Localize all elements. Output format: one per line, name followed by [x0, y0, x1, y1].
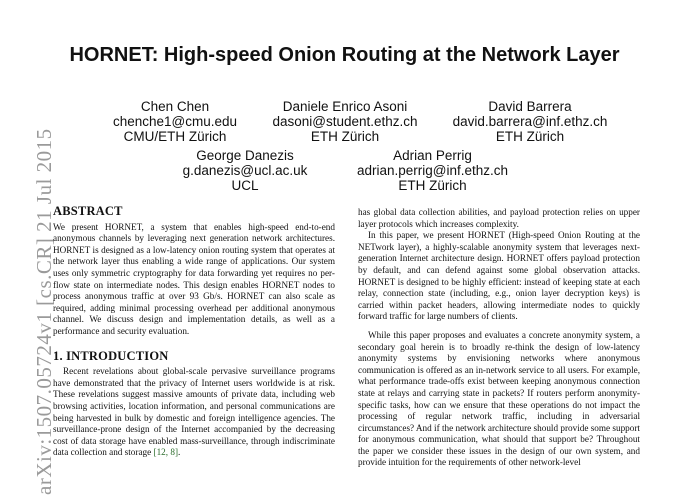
right-column [358, 207, 640, 469]
introduction-heading: 1. INTRODUCTION [53, 348, 169, 363]
citation-link[interactable]: [12, 8] [153, 447, 179, 458]
abstract-text: We present HORNET, a system that enables high-speed end-to-end anonymous channels by leveraging next generation network architectures. HORNET is designed as a low-latency onion routing system that operates at the network layer thus enabling a wide range of applications. Our system uses only symmetric cryptography for data forwarding yet requires no per-flow state on intermediate nodes. This design enables HORNET nodes to process anonymous traffic at over 93 Gb/s. HORNET can also scale as required, adding minimal processing overhead per additional anonymous channel. We discuss design and implementation details, as well as a performance and security evaluation. [53, 221, 335, 336]
author-block [330, 148, 535, 193]
abstract-heading: ABSTRACT [53, 204, 123, 218]
author-affiliation: ETH Zürich [495, 129, 565, 144]
author-affiliation: ETH Zürich [398, 178, 467, 193]
author-email: david.barrera@inf.ethz.ch [452, 114, 608, 129]
left-column [53, 206, 335, 459]
intro-text: Recent revelations about global-scale pervasive surveillance programs have demonstrated that the privacy of Internet users worldwide is at risk. These revelations suggest massive amounts of private data, including web browsing activities, location information, and personal communications are being harvested in bulk by domestic and foreign intelligence agencies. The surveillance-prone design of the Internet accompanied by the decreasing cost of data storage have enabled mass-surveillance, through indiscriminate data collection and storage [53, 366, 335, 458]
author-name: Chen Chen [140, 99, 210, 114]
author-email: dasoni@student.ethz.ch [272, 114, 418, 129]
author-email: adrian.perrig@inf.ethz.ch [356, 163, 509, 178]
arxiv-stamp-text: arXiv:1507.05724v1 [cs.CR] 21 Jul 2015 [32, 128, 56, 495]
body-paragraph: has global data collection abilities, and payload protection relies on upper layer protocols which increases complexity. [358, 207, 640, 229]
paper-title: HORNET: High-speed Onion Routing at the Network Layer [69, 44, 620, 66]
body-paragraph: In this paper, we present HORNET (High-speed Onion Routing at the NETwork layer), a highly-scalable anonymity system that leverages next-generation Internet architecture design. HORNET offers payload protection by default, and can defend against some global observation attacks. HORNET is designed to be highly efficient: instead of keeping state at each relay, connection state (including, e.g., onion layer decryption keys) is carried within packet headers, allowing intermediate nodes to quickly forward traffic for large numbers of clients. [358, 230, 640, 322]
author-email: chenche1@cmu.edu [112, 114, 238, 129]
author-affiliation: CMU/ETH Zürich [123, 129, 227, 144]
author-affiliation: UCL [231, 178, 259, 193]
body-paragraph: While this paper proposes and evaluates a concrete anonymity system, a secondary goal herein is to broadly re-think the design of low-latency anonymity systems by envisioning networks where anonymous communication is offered as an in-network service to all users. For example, what performance trade-offs exist between keeping anonymous connection state at relays and carrying state in packets? If routers perform anonymity-specific tasks, how can we ensure that these operations do not impact the processing of regular network traffic, including in adversarial circumstances? And if the network architecture should provide some support for anonymous communication, what should that support be? Throughout the paper we consider these issues in the design of our own system, and provide intuition for the requirements of other network-level [358, 329, 640, 468]
author-email: g.danezis@ucl.ac.uk [182, 163, 308, 178]
author-block [245, 99, 445, 144]
author-name: Adrian Perrig [393, 148, 472, 163]
intro-end: . [178, 447, 181, 458]
author-name: David Barrera [488, 99, 572, 114]
author-name: Daniele Enrico Asoni [282, 99, 408, 114]
author-affiliation: ETH Zürich [310, 129, 380, 144]
author-block [95, 99, 255, 144]
author-block [165, 148, 325, 193]
author-block [425, 99, 635, 144]
author-name: George Danezis [196, 148, 294, 163]
arxiv-stamp [2, 128, 56, 500]
intro-paragraph [53, 366, 335, 459]
